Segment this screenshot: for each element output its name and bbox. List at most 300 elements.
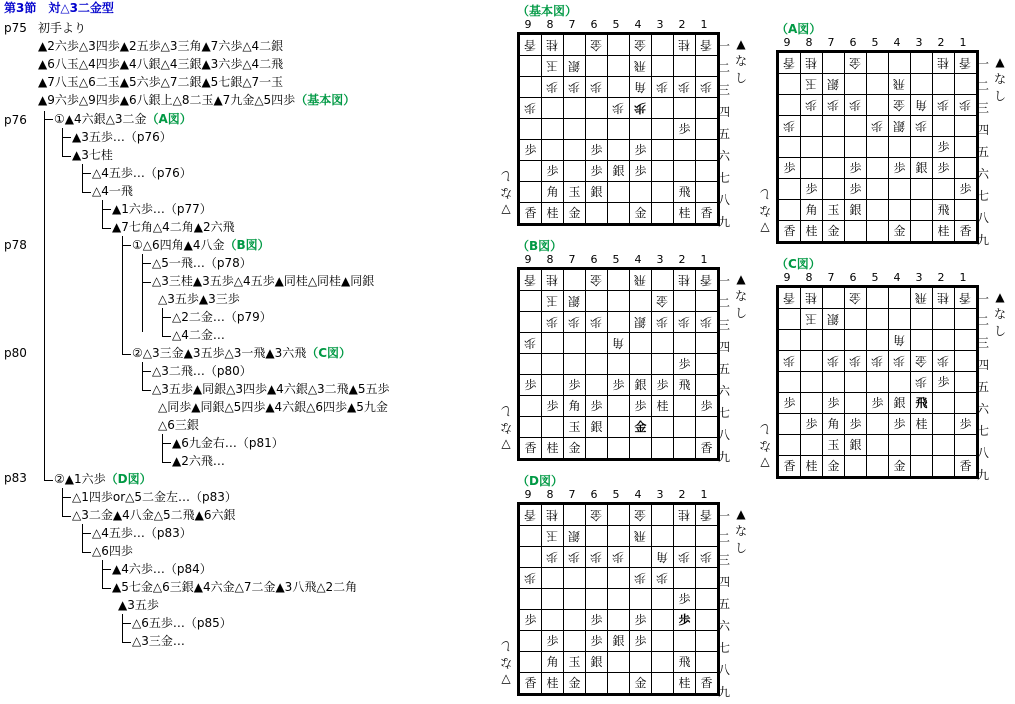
sente-piece: 香 [783, 224, 796, 238]
board-grid [776, 285, 979, 479]
gote-piece: 桂 [678, 38, 691, 52]
board-square [933, 393, 955, 414]
move-line: ▲6九金右…（p81） [172, 436, 284, 450]
gote-piece: 桂 [546, 508, 559, 522]
board-square [520, 161, 542, 182]
sente-piece: 歩 [678, 357, 691, 371]
board-square [911, 179, 933, 200]
board-square [542, 333, 564, 354]
sente-piece: 歩 [546, 634, 559, 648]
board-square [955, 158, 977, 179]
board-square [608, 589, 630, 610]
board-square [564, 673, 586, 694]
board-square [542, 182, 564, 203]
board-square [542, 35, 564, 56]
board-square [674, 140, 696, 161]
sente-piece: 銀 [590, 185, 603, 199]
gote-piece: 桂 [805, 56, 818, 70]
hand-char: し [500, 404, 513, 418]
board-square [652, 35, 674, 56]
board-square [608, 526, 630, 547]
gote-piece: 歩 [590, 80, 603, 94]
page-ref: p80 [4, 346, 27, 360]
board-square [955, 53, 977, 74]
section-title: 第3節 対△3二金型 [4, 1, 114, 15]
sente-piece: 飛 [678, 655, 691, 669]
board-square [911, 393, 933, 414]
sente-piece: 金 [893, 224, 906, 238]
board-square [823, 288, 845, 309]
board-square [696, 182, 718, 203]
sente-piece: 歩 [959, 417, 972, 431]
sente-piece: 香 [700, 441, 713, 455]
board-square [564, 312, 586, 333]
gote-piece: 歩 [568, 80, 581, 94]
board-square [520, 333, 542, 354]
gote-piece: 香 [524, 273, 537, 287]
move-line: ①▲4六銀△3二金（A図） [54, 112, 192, 126]
board-square [867, 221, 889, 242]
board-square [911, 435, 933, 456]
board-square [845, 435, 867, 456]
hand-char: な [500, 421, 513, 435]
board-square [520, 354, 542, 375]
gote-piece: 香 [700, 273, 713, 287]
gote-piece: 香 [524, 508, 537, 522]
board-square [955, 200, 977, 221]
board-square [823, 116, 845, 137]
shogi-diagram [500, 2, 757, 234]
board-square [779, 435, 801, 456]
board-square [779, 372, 801, 393]
row-label: 四 [717, 575, 730, 589]
hand-char: ▲ [736, 272, 746, 286]
board-square [889, 372, 911, 393]
board-square [696, 526, 718, 547]
board-square [911, 200, 933, 221]
board-square [608, 203, 630, 224]
column-label: 7 [568, 18, 576, 31]
board-square [889, 351, 911, 372]
column-label: 8 [546, 488, 554, 501]
board-square [608, 505, 630, 526]
board-square [867, 393, 889, 414]
shogi-diagram [500, 237, 757, 469]
column-label: 3 [915, 271, 923, 284]
board-square [955, 74, 977, 95]
board-square [889, 393, 911, 414]
gote-piece: 歩 [893, 354, 906, 368]
board-square [608, 270, 630, 291]
board-square [955, 288, 977, 309]
board-square [933, 53, 955, 74]
board-square [955, 456, 977, 477]
row-label: 三 [976, 336, 989, 350]
sente-piece: 歩 [546, 399, 559, 413]
board-square [911, 116, 933, 137]
board-square [520, 203, 542, 224]
gote-piece: 銀 [634, 315, 647, 329]
sente-piece: 桂 [656, 399, 669, 413]
board-grid [517, 32, 720, 226]
board-square [564, 610, 586, 631]
gote-piece: 角 [634, 80, 647, 94]
board-square [933, 137, 955, 158]
board-square [564, 568, 586, 589]
gote-piece: 歩 [634, 101, 647, 115]
board-square [696, 203, 718, 224]
sente-piece: 銀 [849, 438, 862, 452]
board-square [608, 291, 630, 312]
board-square [608, 35, 630, 56]
sente-piece: 銀 [849, 203, 862, 217]
move-line: ▲3七桂 [72, 148, 113, 162]
board-square [845, 137, 867, 158]
column-label: 5 [612, 488, 620, 501]
board-square [564, 396, 586, 417]
board-square [779, 179, 801, 200]
board-square [652, 505, 674, 526]
board-square [801, 95, 823, 116]
shogi-diagram [759, 20, 1015, 252]
gote-piece: 歩 [524, 571, 537, 585]
board-square [542, 417, 564, 438]
board-square [586, 673, 608, 694]
gote-piece: 香 [700, 508, 713, 522]
row-label: 五 [717, 127, 730, 141]
hand-char: な [500, 656, 513, 670]
board-square [801, 179, 823, 200]
board-square [586, 417, 608, 438]
board-square [867, 414, 889, 435]
row-label: 一 [717, 509, 730, 523]
board-square [520, 35, 542, 56]
board-square [911, 414, 933, 435]
row-label: 一 [976, 292, 989, 306]
board-square [586, 610, 608, 631]
board-square [564, 35, 586, 56]
board-square [845, 330, 867, 351]
row-label: 五 [976, 380, 989, 394]
board-square [564, 161, 586, 182]
row-label: 九 [717, 685, 730, 699]
board-square [630, 35, 652, 56]
board-square [911, 221, 933, 242]
board-square [696, 270, 718, 291]
sente-piece: 桂 [805, 224, 818, 238]
board-square [823, 137, 845, 158]
gote-piece: 金 [590, 273, 603, 287]
sente-piece: 歩 [524, 378, 537, 392]
gote-piece: 香 [783, 291, 796, 305]
column-label: 7 [827, 271, 835, 284]
move-line: △4五歩…（p76） [92, 166, 192, 180]
sente-piece: 歩 [849, 161, 862, 175]
gote-piece: 歩 [849, 354, 862, 368]
board-square [630, 270, 652, 291]
sente-piece: 銀 [612, 164, 625, 178]
gote-piece: 香 [959, 56, 972, 70]
board-square [652, 610, 674, 631]
board-square [674, 203, 696, 224]
move-line: △6三銀 [158, 418, 199, 432]
gote-piece: 玉 [546, 59, 559, 73]
board-square [542, 56, 564, 77]
board-square [845, 456, 867, 477]
sente-piece: 金 [568, 676, 581, 690]
row-label: 五 [717, 597, 730, 611]
board-square [674, 652, 696, 673]
board-square [608, 417, 630, 438]
board-square [933, 221, 955, 242]
board-square [955, 309, 977, 330]
board-square [586, 333, 608, 354]
move-line: ▲4六歩…（p84） [112, 562, 212, 576]
column-label: 2 [678, 18, 686, 31]
gote-piece: 金 [590, 38, 603, 52]
column-label: 1 [700, 253, 708, 266]
sente-piece: 香 [783, 459, 796, 473]
column-label: 6 [849, 36, 857, 49]
board-square [674, 182, 696, 203]
board-square [542, 77, 564, 98]
gote-piece: 玉 [805, 77, 818, 91]
row-label: 八 [976, 446, 989, 460]
board-square [564, 589, 586, 610]
move-line: ▲5七金△6三銀▲4六金△7二金▲3八飛△2二角 [112, 580, 358, 594]
board-square [630, 396, 652, 417]
board-square [630, 182, 652, 203]
board-square [652, 589, 674, 610]
sente-piece: 歩 [805, 182, 818, 196]
board-square [779, 221, 801, 242]
board-square [542, 396, 564, 417]
gote-piece: 歩 [827, 98, 840, 112]
board-square [630, 589, 652, 610]
column-label: 3 [656, 18, 664, 31]
board-square [867, 372, 889, 393]
column-label: 9 [524, 18, 532, 31]
sente-piece: 桂 [546, 441, 559, 455]
gote-piece: 歩 [590, 315, 603, 329]
board-square [933, 372, 955, 393]
gote-piece: 金 [893, 98, 906, 112]
column-label: 2 [937, 36, 945, 49]
gote-piece: 歩 [805, 98, 818, 112]
board-square [823, 74, 845, 95]
board-square [630, 568, 652, 589]
board-square [630, 438, 652, 459]
move-line: ▲2六歩△3四歩▲2五歩△3三角▲7六歩△4二銀 [38, 39, 284, 53]
row-label: 二 [717, 61, 730, 75]
hand-char: ▽ [501, 203, 511, 217]
sente-piece: 歩 [590, 399, 603, 413]
board-square [823, 456, 845, 477]
board-square [911, 372, 933, 393]
board-square [564, 182, 586, 203]
board-square [542, 610, 564, 631]
board-square [867, 158, 889, 179]
board-square [779, 330, 801, 351]
board-square [652, 396, 674, 417]
sente-piece: 歩 [783, 161, 796, 175]
column-label: 2 [678, 253, 686, 266]
board-square [889, 330, 911, 351]
board-square [652, 161, 674, 182]
move-line: △4五歩…（p83） [92, 526, 192, 540]
board-square [674, 333, 696, 354]
board-square [889, 414, 911, 435]
gote-piece: 銀 [893, 119, 906, 133]
board-square [542, 119, 564, 140]
board-square [608, 610, 630, 631]
board-square [652, 417, 674, 438]
board-square [586, 270, 608, 291]
board-square [801, 288, 823, 309]
gote-piece: 銀 [827, 312, 840, 326]
board-square [520, 417, 542, 438]
page-ref: p76 [4, 113, 27, 127]
board-square [520, 568, 542, 589]
sente-piece: 銀 [915, 161, 928, 175]
sente-piece: 桂 [678, 206, 691, 220]
move-line: △3五歩▲同銀△3四歩▲4六銀△3二飛▲5五歩 [152, 382, 390, 396]
board-square [652, 354, 674, 375]
column-label: 6 [590, 18, 598, 31]
sente-piece: 歩 [827, 396, 840, 410]
board-square [564, 375, 586, 396]
sente-piece: 角 [546, 655, 559, 669]
row-label: 九 [976, 468, 989, 482]
board-square [586, 56, 608, 77]
move-line: △4二金… [172, 328, 225, 342]
board-square [564, 505, 586, 526]
board-square [801, 309, 823, 330]
board-square [586, 312, 608, 333]
board-square [779, 137, 801, 158]
board-square [674, 56, 696, 77]
board-square [608, 333, 630, 354]
board-square [652, 98, 674, 119]
board-square [911, 74, 933, 95]
board-square [586, 396, 608, 417]
sente-piece: 歩 [590, 613, 603, 627]
column-label: 4 [893, 36, 901, 49]
board-square [542, 203, 564, 224]
sente-piece: 香 [700, 676, 713, 690]
move-line: △3三金… [132, 634, 185, 648]
board-square [520, 270, 542, 291]
board-square [696, 652, 718, 673]
sente-piece: 歩 [590, 634, 603, 648]
hand-char: な [734, 524, 747, 538]
board-square [564, 631, 586, 652]
sente-piece: 玉 [568, 420, 581, 434]
sente-piece: 歩 [805, 417, 818, 431]
board-square [520, 396, 542, 417]
sente-piece: 歩 [590, 164, 603, 178]
board-square [542, 312, 564, 333]
board-square [933, 95, 955, 116]
board-square [955, 435, 977, 456]
board-square [652, 547, 674, 568]
move-line: ▲3五歩…（p76） [72, 130, 172, 144]
board-square [520, 526, 542, 547]
move-line: △5一飛…（p78） [152, 256, 252, 270]
gote-piece: 桂 [805, 291, 818, 305]
sente-piece: 角 [827, 417, 840, 431]
row-label: 三 [717, 318, 730, 332]
column-label: 4 [634, 253, 642, 266]
board-square [955, 351, 977, 372]
board-square [520, 291, 542, 312]
row-label: 四 [717, 105, 730, 119]
board-square [867, 330, 889, 351]
board-square [674, 77, 696, 98]
board-square [823, 372, 845, 393]
board-square [520, 119, 542, 140]
board-square [867, 456, 889, 477]
gote-piece: 玉 [546, 294, 559, 308]
column-label: 4 [634, 18, 642, 31]
hand-char: し [734, 541, 747, 555]
board-square [542, 631, 564, 652]
board-square [608, 56, 630, 77]
column-label: 4 [634, 488, 642, 501]
gote-piece: 銀 [568, 294, 581, 308]
board-square [652, 568, 674, 589]
board-square [911, 351, 933, 372]
sente-piece: 桂 [546, 676, 559, 690]
hand-char: し [759, 422, 772, 436]
column-label: 3 [656, 253, 664, 266]
board-square [586, 77, 608, 98]
column-label: 5 [612, 18, 620, 31]
gote-piece: 金 [915, 354, 928, 368]
board-square [845, 53, 867, 74]
board-square [674, 526, 696, 547]
board-square [779, 288, 801, 309]
board-square [652, 270, 674, 291]
board-square [779, 309, 801, 330]
sente-piece: 角 [805, 203, 818, 217]
board-square [586, 589, 608, 610]
row-label: 七 [976, 424, 989, 438]
board-square [845, 95, 867, 116]
board-square [542, 270, 564, 291]
board-square [801, 393, 823, 414]
board-square [520, 547, 542, 568]
sente-piece: 歩 [700, 399, 713, 413]
row-label: 八 [976, 211, 989, 225]
board-square [889, 179, 911, 200]
row-label: 八 [717, 663, 730, 677]
row-label: 三 [976, 101, 989, 115]
board-square [586, 354, 608, 375]
board-square [630, 291, 652, 312]
board-square [801, 330, 823, 351]
board-square [867, 288, 889, 309]
row-label: 七 [717, 641, 730, 655]
board-square [779, 456, 801, 477]
sente-piece: 歩 [656, 378, 669, 392]
board-square [520, 652, 542, 673]
board-square [911, 456, 933, 477]
board-square [889, 158, 911, 179]
board-grid [776, 50, 979, 244]
sente-piece: 歩 [634, 399, 647, 413]
sente-piece: 飛 [678, 378, 691, 392]
